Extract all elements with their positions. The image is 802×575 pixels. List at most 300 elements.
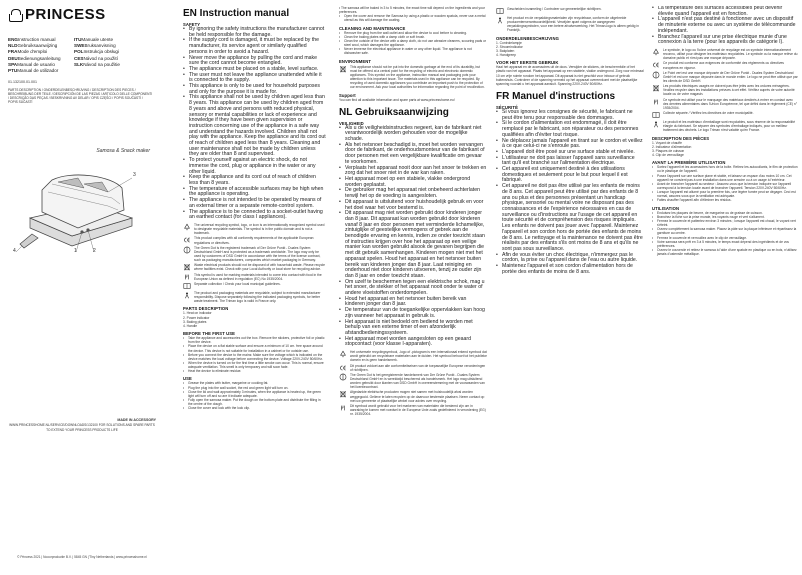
list-item-text: Cet appareil est uniquement destiné à des utilisations domestiques et seulement pour le but pour lequel il est fabriqué. bbox=[502, 166, 628, 184]
symbol-row bbox=[339, 350, 487, 362]
column-english-dutch bbox=[339, 6, 487, 568]
list-item bbox=[496, 264, 644, 275]
bullet-dot: • bbox=[339, 307, 341, 314]
list-item-text: Close the cover and lock with the lock clip. bbox=[188, 406, 250, 411]
heading-parts: PARTS DESCRIPTION bbox=[183, 306, 229, 312]
bullet-dot: • bbox=[183, 352, 185, 357]
language-item bbox=[74, 62, 146, 68]
bullet-dot: • bbox=[652, 239, 654, 244]
bullet-dot: • bbox=[183, 94, 185, 101]
parts-list-nl bbox=[496, 41, 644, 58]
list-item bbox=[339, 14, 487, 22]
copyright: © Princess 2021 | Nooorproductie B.V. | 5845 GN ('Tiny Netherlands | www.princesshome.nl bbox=[17, 555, 147, 559]
list-item bbox=[652, 198, 798, 202]
crossed-bin-icon bbox=[183, 263, 191, 271]
bullet-dot: • bbox=[183, 381, 185, 386]
list-item-text: Grease the plates with butter, margarine or cooking fat. bbox=[188, 381, 269, 386]
first-use-text-nl: Haal het apparaat en de accessoires uit de doos. Verwijder de stickers, de beschermfolie of het plastic van het apparaat. Plaats het apparaat op een stabiele, vlakke ondergrond. Zorg voor minimaal 10 cm vrije ruimte rondom het apparaat. Dit apparaat is niet geschikt voor inbouw of gebruik buitenshuis. Controleer of de spanning vermeld op het apparaat overeenkomt met de plaatselijke spanning voordat u het apparaat aansluit. Spanning 220V-240V 50/60Hz. bbox=[496, 65, 644, 86]
symbol-text: Separate collection / Check your local municipal guidelines. bbox=[194, 281, 281, 286]
ce-mark-icon bbox=[339, 364, 347, 372]
list-item bbox=[652, 190, 798, 198]
list-item bbox=[339, 211, 487, 279]
symbol-text: Le Point vert est une marque déposée de Der Grüne Punkt - Duales System Deutschland GmbH et est une marque déposée dans le monde entier. Le logo ne peut être utilisé que par les clients de DSD GmbH. bbox=[663, 70, 798, 84]
symbol-text: Het universele recyclingsymbool, -logo of -pictogram is een internationaal erkend symbool dat wordt gebruikt om recyclebare materialen aan te duiden. Het symbool behoort tot het publieke domein en is geen handelsmerk. bbox=[350, 350, 487, 363]
bullet-dot: • bbox=[652, 198, 654, 203]
triman-row bbox=[496, 16, 644, 33]
heading-support: Support bbox=[339, 92, 356, 98]
environment-row bbox=[339, 65, 487, 90]
bullet-dot: • bbox=[496, 154, 498, 161]
heading-first-use-fr: AVANT LA PREMIÈRE UTILISATION bbox=[652, 160, 726, 166]
list-item-text: Dit apparaat is uitsluitend voor huishoudelijk gebruik en voor het doel waar het voor bestemd is. bbox=[345, 198, 484, 211]
list-item-text: Place the device on a flat stable surface and ensure a minimum of 10 cm. free space around the device. This device is not suitable for installation in a cabinet or for outside use. bbox=[188, 344, 323, 353]
environment-text: This appliance should not be put into the domestic garbage at the end of its durability, but must be offered at a central point for the recycling of electric and electronic domestic appliances. This symbol on the appliance, instruction manual and packaging puts your attention to this important issue. The materials used in this appliance can be recycled. By recycling of used domestic appliances you contribute an important push to the protection of our environment. Ask your local authorities for information regarding the point of recollection. bbox=[350, 64, 485, 90]
list-item-text: Plug the plug into the wall socket, the red and green light will turn on. bbox=[188, 385, 289, 390]
symbol-row bbox=[183, 291, 326, 303]
bullet-dot: • bbox=[339, 295, 341, 302]
part-number: 1 bbox=[74, 248, 77, 254]
food-safe-icon bbox=[652, 98, 660, 106]
list-item bbox=[652, 227, 798, 235]
symbol-list-nl bbox=[339, 350, 487, 416]
list-item bbox=[339, 308, 487, 319]
list-item-text: Ouvrez complètement la samosa maker. Placez la pâte sur la plaque inférieure et répartissez la garniture au centre. bbox=[657, 227, 797, 236]
list-item bbox=[183, 198, 326, 209]
bullet-dot: • bbox=[339, 278, 341, 285]
heading-before-first-use: BEFORE THE FIRST USE bbox=[183, 331, 236, 337]
list-item bbox=[496, 184, 644, 252]
list-item-text: Fully open the samosa maker. Put the dough on the bottom plate and distribute the filling in the centre of the dough. bbox=[188, 398, 321, 407]
use-list-fr bbox=[652, 211, 798, 257]
heading-environment: ENVIRONMENT bbox=[339, 58, 372, 64]
language-code: SWE bbox=[74, 43, 85, 49]
list-item-text: Branchez la fiche sur la prise murale, les voyants rouge et vert s'allument. bbox=[657, 214, 765, 219]
heading-use: USE bbox=[183, 376, 192, 382]
use-list bbox=[183, 381, 326, 410]
bullet-dot: • bbox=[183, 385, 185, 390]
bullet-dot: • bbox=[183, 65, 185, 72]
list-item bbox=[183, 158, 326, 175]
section-title-fr: FR Manuel d'instructions bbox=[496, 91, 616, 103]
green-dot-icon bbox=[652, 71, 660, 79]
cover-column bbox=[8, 6, 156, 568]
bullet-dot: • bbox=[652, 235, 654, 240]
symbol-row bbox=[652, 84, 798, 96]
list-item-text: L'appareil n'est pas destiné à fonctionner avec un dispositif de minuterie externe ou avec un système de télécommande indépendant. bbox=[658, 16, 796, 34]
symbol-row bbox=[652, 120, 798, 132]
bullet-dot: • bbox=[183, 157, 185, 164]
bullet-dot: • bbox=[183, 37, 185, 44]
separate-collection-icon bbox=[496, 7, 504, 15]
crossed-bin-icon bbox=[652, 84, 660, 92]
list-item bbox=[183, 398, 326, 406]
list-item-text: The temperature of accessible surfaces may be high when the appliance is operating. bbox=[189, 185, 324, 198]
language-code: ITU bbox=[74, 37, 82, 42]
parts-description-languages: PARTS DESCRIPTION / ONDERDELENBESCHRIJVING / DESCRIPTION DES PIECES / BESCHREIBUNG DER TEILE / DESCRIPCIÓN DE LAS PIEZAS / ARTICOLO DELLE COMPONENTI / DESCRIÇÃO DAS PEÇAS / BESKRIVNING AV DELAR / OPIS CZĘŚCI / POPIS SOUČÁSTÍ / POPIS SÚČASTÍ bbox=[8, 87, 153, 105]
list-item-text: Si vous ignorez les consignes de sécurité, le fabricant ne peut être tenu pour responsable des dommages. bbox=[502, 109, 633, 121]
triman-icon bbox=[496, 16, 504, 24]
heading-securite: SÉCURITÉ bbox=[496, 105, 518, 111]
safety-list-fr-cont bbox=[652, 6, 798, 46]
part-item: 4. Handle bbox=[183, 323, 198, 328]
symbol-text: Le produit et les matériaux d'emballage sont recyclables, sous réserve de la responsabilité élargie du fabricant. Se séparer des symboles d'emballage indiqués, pour un meilleur traitement des déchets. Le logo Triman n'est valable qu'en France. bbox=[663, 120, 796, 133]
list-item-text: Clean the outside of the device with a damp cloth, do not use abrasive cleaners, scouring pads or steel wool, which damages the appliance. bbox=[344, 38, 487, 48]
symbol-text: The universal recycling symbol, logo, or icon is an internationally recognized symbol used to designate recyclable materials. The symbol is in the public domain and is not a trademark. bbox=[194, 222, 325, 236]
bullet-dot: • bbox=[183, 71, 185, 78]
bullet-dot: • bbox=[339, 47, 341, 52]
support-text: You can find all available information and spare parts at www.princesshome.eu! bbox=[339, 97, 455, 102]
list-item-text: Dit apparaat mag niet worden gebruikt door kinderen jonger dan 8 jaar. Dit apparaat kan worden gebruikt door kinderen vanaf 8 jaar en door personen met verminderde lichamelijke, zintuiglijke of geestelijke vermogens of gebrek aan de benodigde ervaring en kennis, indien ze onder toezicht staan of instructies krijgen over hoe het apparaat op een veilige manier kan worden gebruikt alsook de gevaren begrijpen die met dit gebruik samenhangen. Kinderen mogen niet met het apparaat spelen. Houd het apparaat en het netsnoer buiten bereik van kinderen jonger dan 8 jaar. Laat reiniging en onderhoud niet door kinderen uitvoeren, tenzij ze ouder zijn dan 8 jaar en onder toezicht staan. bbox=[345, 210, 485, 279]
column-dutch-french bbox=[496, 6, 644, 568]
part-item: 3. Plaques de cuisson bbox=[652, 148, 685, 153]
before-first-use-list bbox=[183, 336, 326, 373]
bullet-dot: • bbox=[496, 166, 498, 173]
list-item-text: Lorsque l'appareil est allumé pour la première fois, une légère fumée peut se dégager. Ceci est normal, assurez-vous que la ventilation est adéquate. bbox=[657, 190, 796, 199]
part-number: 3 bbox=[133, 172, 136, 178]
language-name: Gebruiksaanwijzing bbox=[17, 43, 58, 49]
list-item-text: Ne déplacez jamais l'appareil en tirant sur le cordon et veillez à ce que celui-ci ne s'enroule pas. bbox=[502, 137, 643, 150]
list-item-text: The appliance is not intended to be operated by means of an external timer or a separate remote-control system. bbox=[189, 197, 322, 209]
bullet-dot: • bbox=[183, 389, 185, 394]
list-item bbox=[652, 248, 798, 256]
list-item bbox=[652, 219, 798, 227]
list-item-text: Heat the device to eliminate residue. bbox=[188, 369, 242, 374]
bullet-dot: • bbox=[183, 26, 185, 32]
part-item: 2. Stroomindicator bbox=[496, 44, 523, 49]
safety-list-fr bbox=[496, 110, 644, 275]
list-item-text: Never move the appliance by pulling the cord and make sure the cord cannot become entangled. bbox=[189, 54, 318, 67]
section-title-en: EN Instruction manual bbox=[183, 8, 290, 19]
language-name: Bruksanvisning bbox=[84, 43, 116, 49]
language-name: Instruction manual bbox=[17, 37, 56, 42]
symbol-row bbox=[652, 71, 798, 83]
column-english bbox=[183, 6, 326, 568]
bullet-dot: • bbox=[339, 187, 341, 194]
list-item-text: Enduisez les plaques de beurre, de margarine ou de graisse de cuisson. bbox=[657, 210, 763, 215]
safety-list bbox=[183, 27, 326, 221]
list-item-text: Cet appareil ne doit pas être utilisé par les enfants de moins de 8 ans. Cet appareil peut être utilisé par des enfants de 8 ans ou plus et des personnes présentant un handicap physique, sensoriel ou mental voire ne disposant pas des connaissances et de l'expérience nécessaires en cas de surveillance ou d'instructions sur l'usage de cet appareil en toute sécurité et de compréhension des risques impliqués. Les enfants ne doivent pas jouer avec l'appareil. Maintenez l'appareil et son cordon hors de portée des enfants de moins de 8 ans. Le nettoyage et la maintenance ne doivent pas être réalisés par des enfants s'ils ont moins de 8 ans et qu'ils ne sont pas sous surveillance. bbox=[502, 183, 643, 252]
heading-parts-fr: DESCRIPTION DES PIÈCES bbox=[652, 135, 710, 141]
heading-parts-nl: ONDERDELENBESCHRIJVING bbox=[496, 35, 559, 41]
recycle-icon bbox=[183, 223, 191, 231]
list-item-text: Verplaats het apparaat nooit door aan het snoer te trekken en zorg dat het snoer niet in de war kan raken. bbox=[345, 164, 487, 177]
list-item-text: De gebruiker mag het apparaat niet onbeheerd achterlaten terwijl het op de voeding is aangesloten. bbox=[345, 187, 480, 200]
bullet-dot: • bbox=[652, 173, 654, 178]
bullet-dot: • bbox=[496, 109, 498, 116]
triman-text: Het product en de verpakkingsmaterialen zijn recyclebaar, conform de uitgebreide producentenverantwoordelijkheid. Verwijder apart volgens de aangegeven verpakkingssymbolen, voor een betere afvalverwerking. Het Triman-logo is alleen geldig in Frankrijk. bbox=[507, 16, 639, 33]
list-item bbox=[183, 369, 326, 373]
bullet-dot: • bbox=[339, 175, 341, 182]
symbol-text: Waste electrical products should not be disposed of with household waste. Please recycle where facilities exist. Check with your Local Authority or local store for recycling advice. bbox=[194, 263, 325, 272]
bullet-dot: • bbox=[339, 210, 341, 217]
list-item bbox=[339, 143, 487, 166]
list-item-text: When the device is turned on for the first time a little smoke can occur. This is normal, ensure adequate ventilation. This smell is only temporary and will soon fade. bbox=[188, 360, 324, 370]
part-item: 2. Power indicator bbox=[183, 315, 210, 320]
language-name: Manuale utente bbox=[81, 37, 114, 42]
ce-mark-icon bbox=[652, 61, 660, 69]
list-item bbox=[183, 406, 326, 410]
bullet-list bbox=[339, 14, 487, 22]
part-number: 2 bbox=[93, 248, 96, 254]
symbol-text: This product complies with all conformity requirements of the applicable European regulations or directives. bbox=[194, 236, 314, 245]
list-item-text: Clean the baking plates with a damp cloth or soft brush. bbox=[344, 34, 426, 39]
first-use-list-fr bbox=[652, 165, 798, 202]
bullet-dot: • bbox=[183, 185, 185, 192]
column-french-german bbox=[652, 6, 798, 568]
list-item bbox=[183, 210, 326, 221]
list-item-text: Afin de vous éviter un choc électrique, n'immergez pas le cordon, la prise ou l'appareil dans de l'eau ou autre liquide. bbox=[502, 251, 638, 264]
bullet-dot: • bbox=[183, 369, 185, 374]
symbol-text: This symbol is used for marking materials intended to come into contact with food in the European Union as defined in regulation (EC) No 1935/2004. bbox=[194, 272, 322, 281]
list-item-text: Fermez le couvercle et verrouillez avec le clip de verrouillage. bbox=[657, 235, 747, 240]
list-item-text: Take the appliance and accessories out the box. Remove the stickers, protective foil or plastic from the device. bbox=[188, 336, 325, 345]
bullet-dot: • bbox=[496, 263, 498, 270]
bullet-dot: • bbox=[652, 218, 654, 223]
list-item-text: Close the lid and wait approximately 3 minutes, when the appliance is heated up, the green light will turn off and so are it indicate adequate. bbox=[188, 389, 321, 398]
bullet-dot: • bbox=[652, 33, 654, 40]
food-safe-icon bbox=[339, 404, 347, 412]
list-item bbox=[339, 320, 487, 337]
part-item: 4. Clip de verrouillage bbox=[652, 153, 684, 158]
separate-collection-icon bbox=[183, 282, 191, 290]
section-title-nl: NL Gebruiksaanwijzing bbox=[339, 106, 449, 118]
food-safe-icon bbox=[183, 273, 191, 281]
language-name: Manual de usuario bbox=[17, 61, 55, 67]
bullet-dot: • bbox=[183, 398, 185, 403]
brand-name: PRINCESS bbox=[25, 6, 106, 23]
language-code: POL bbox=[74, 49, 84, 55]
symbol-text: Le symbole, le logo ou l'icône universel de recyclage est un symbole internationalement reconnu, utilisé pour désigner les matériaux recyclables. Le symbole ou la marque relève du domaine public et n'est pas une marque déposée. bbox=[663, 47, 798, 61]
list-item-text: Sortez l'appareil et les accessoires hors de la boîte. Retirez les autocollants, le film de protection ou le plastique de l'appareil. bbox=[657, 165, 798, 174]
list-item bbox=[652, 182, 798, 190]
ce-mark-icon bbox=[183, 236, 191, 244]
heading-first-use-nl: VOOR HET EERSTE GEBRUIK bbox=[496, 60, 559, 66]
language-code: PTU bbox=[8, 68, 18, 74]
symbol-list bbox=[183, 223, 326, 304]
language-code: SLK bbox=[74, 61, 84, 67]
symbol-row bbox=[183, 236, 326, 244]
bullet-dot: • bbox=[183, 344, 185, 349]
part-number: 4 bbox=[13, 248, 16, 254]
list-item bbox=[652, 174, 798, 182]
bullet-dot: • bbox=[339, 38, 341, 43]
heading-cleaning: CLEANING AND MAINTENANCE bbox=[339, 25, 406, 31]
part-item: 2. Indicateur d'alimentation bbox=[652, 144, 692, 149]
triman-icon bbox=[183, 291, 191, 299]
list-item-text: To protect yourself against an electric shock, do not immerse the cord, plug or appliance in the water or any other liquid. bbox=[189, 157, 316, 175]
list-item-text: This appliance shall not be used by children aged less than 8 years. This appliance can be used by children aged from 8 years and above and persons with reduced physical, sensory or mental capabilities or lack of experience and knowledge if they have been given supervision or instruction concerning use of the appliance in a safe way and understand the hazards involved. Children shall not play with the appliance. Keep the appliance and its cord out of reach of children aged less than 8 years. Cleaning and user maintenance shall not be made by children unless they are older than 8 and supervised. bbox=[189, 94, 326, 158]
list-item-text: The appliance is to be connected to a socket-outlet having an earthed contact (for class I appliances). bbox=[189, 208, 323, 221]
list-item-text: L'utilisateur ne doit pas laisser l'appareil sans surveillance tant qu'il est branché sur l'alimentation électrique. bbox=[502, 154, 635, 167]
bullet-dot: • bbox=[652, 248, 654, 253]
list-item bbox=[339, 126, 487, 143]
separate-collection-icon bbox=[652, 111, 660, 119]
list-item-text: De temperatuur van de toegankelijke oppervlakken kan hoog zijn wanneer het apparaat in gebruik is. bbox=[345, 307, 485, 319]
list-item-text: Ouvrez le couvercle et retirez le samosa à l'aide d'une spatule en plastique ou en bois, n'utilisez jamais d'ustensile métallique. bbox=[657, 248, 797, 257]
bullet-dot: • bbox=[183, 208, 185, 215]
symbol-row bbox=[652, 61, 798, 69]
list-item-text: Remove the plug from the wall outlet and allow the device to cool before to cleaning. bbox=[344, 30, 467, 35]
symbol-row bbox=[183, 282, 326, 290]
parts-list bbox=[183, 311, 326, 328]
list-item-text: Faites chauffer l'appareil afin d'éliminer les résidus. bbox=[657, 198, 732, 203]
list-item-text: Posez l'appareil sur une surface plane et stable, et laissez un espace d'au moins 10 cm. Cet appareil ne convient pas à une installation dans une armoire ou à un usage à l'extérieur. bbox=[657, 173, 792, 182]
heading-safety: SAFETY bbox=[183, 22, 201, 27]
language-name: Návod na použitie bbox=[83, 61, 120, 67]
list-item-text: Als het netsnoer beschadigd is, moet het worden vervangen door de fabrikant, de onderhoudsmonteur van de fabrikant of door personen met een vergelijkbare kwalificatie om gevaar te voorkomen. bbox=[345, 141, 485, 165]
list-item-text: If the supply cord is damaged, it must be replaced by the manufacturer, its service agent or similarly qualified persons in order to avoid a hazard. bbox=[189, 37, 320, 55]
language-code: ENG bbox=[8, 37, 18, 42]
bullet-dot: • bbox=[339, 198, 341, 205]
list-item-text: Maintenez l'appareil et son cordon d'alimentation hors de portée des enfants de moins de 8 ans. bbox=[502, 263, 633, 275]
bullet-dot: • bbox=[652, 214, 654, 219]
list-item bbox=[652, 165, 798, 173]
collection-row bbox=[496, 7, 644, 15]
bullet-dot: • bbox=[339, 30, 341, 35]
heading-veiligheid: VEILIGHEID bbox=[339, 120, 364, 126]
symbol-row bbox=[339, 404, 487, 416]
paragraph: • The samosa will be baked in 3 to 5 minutes, the exact time will depend on the ingredients and your preferences. bbox=[339, 6, 485, 15]
bullet-dot: • bbox=[183, 174, 185, 181]
list-item-text: This appliance is only to be used for household purposes and only for the purpose it is made for. bbox=[189, 83, 320, 95]
language-name: Instrukcja obsługi bbox=[83, 49, 119, 55]
list-item bbox=[652, 35, 798, 46]
list-item-text: Het apparaat moet op een stabiele, vlakke ondergrond worden geplaatst. bbox=[345, 175, 471, 188]
list-item bbox=[339, 39, 487, 47]
bullet-dot: • bbox=[652, 190, 654, 195]
bullet-dot: • bbox=[183, 197, 185, 204]
brand-logo bbox=[8, 6, 156, 23]
product-label: Samosa & Snack maker bbox=[96, 148, 150, 154]
part-item: 1. Heat on indicator bbox=[183, 311, 212, 316]
bullet-dot: • bbox=[183, 360, 185, 365]
language-name: Bedienungsanleitung bbox=[17, 55, 61, 61]
language-item bbox=[8, 68, 70, 74]
list-item-text: By ignoring the safety instructions the manufacturer cannot be held responsible for the damage. bbox=[189, 26, 325, 38]
bullet-dot: • bbox=[496, 251, 498, 258]
heading-use-fr: UTILISATION bbox=[652, 205, 680, 211]
list-item-text: La température des surfaces accessibles peut devenir élevée quand l'appareil est en fonction. bbox=[658, 6, 783, 17]
symbol-row bbox=[339, 390, 487, 402]
symbol-text: Les produits électriques usagés ne doivent pas être jetés avec les ordures ménagères. Veuillez recycler dans les installations prévues à cet effet. Vérifiez auprès de votre autorité locale ou de votre magasin. bbox=[663, 84, 795, 97]
part-item: 4. Handgreep bbox=[496, 53, 516, 58]
list-item-text: Keep the appliance and its cord out of reach of children less than 8 years. bbox=[189, 174, 316, 186]
safety-list-nl bbox=[339, 126, 487, 348]
bullet-dot: • bbox=[339, 34, 341, 39]
bullet-dot: • bbox=[339, 318, 341, 325]
made-in-label: MADE IN ACCESSORY bbox=[117, 418, 156, 422]
recycle-icon bbox=[652, 48, 660, 56]
collection-text: Gescheiden inzameling / Controleer uw gemeentelijke richtlijnen. bbox=[507, 7, 602, 11]
bullet-dot: • bbox=[339, 14, 341, 19]
language-code: DEU bbox=[8, 55, 18, 61]
bullet-dot: • bbox=[339, 141, 341, 148]
symbol-text: Collecte séparée / Vérifiez les directives de votre municipalité. bbox=[663, 111, 754, 116]
language-list bbox=[8, 37, 156, 74]
cleaning-list bbox=[339, 31, 487, 56]
list-item-text: Het apparaat is niet bedoeld om bediend te worden met behulp van een externe timer of een afzonderlijk afstandbedieningssysteem. bbox=[345, 318, 473, 336]
symbol-text: Afgedankte elektrische producten mogen niet samen met huishoudelijk afval worden weggegooid. Gelieve te laten recyclen op de daarvoor bestemde plaatsen. Neem contact op met uw gemeente of plaatselijke winkel voor advies over recycling. bbox=[350, 390, 485, 403]
language-code: FRA bbox=[8, 49, 18, 55]
list-item-text: Votre samosa sera prêt en 3 à 5 minutes, le temps exact dépend des ingrédients et de vos préférences. bbox=[657, 239, 789, 248]
symbol-text: The Green Dot is the registered trademark of Der Grüne Punkt - Duales System Deutschland GmbH and is protected as a trademark worldwide. The logo may only be used by customers of DSD GmbH in accordance with the terms of the license contract, such as packaging manufacturers, companies which market packaging in Germany. bbox=[194, 245, 321, 263]
bullet-dot: • bbox=[339, 124, 341, 131]
symbol-row bbox=[339, 373, 487, 390]
green-dot-icon bbox=[339, 373, 347, 381]
list-item bbox=[183, 390, 326, 398]
list-item-text: The appliance must be placed on a stable, level surface. bbox=[189, 65, 319, 72]
symbol-row bbox=[652, 111, 798, 119]
symbol-row bbox=[183, 246, 326, 263]
list-item bbox=[339, 337, 487, 348]
crossed-bin-icon bbox=[339, 65, 347, 73]
part-item: 3. Baking plates bbox=[183, 319, 207, 324]
language-name: Mode d'emploi bbox=[17, 49, 48, 55]
parts-list-fr bbox=[652, 141, 798, 158]
crown-icon bbox=[8, 8, 22, 22]
language-name: Návod na použití bbox=[83, 55, 118, 61]
symbol-text: Ce symbole est utilisé pour le marquage des matériaux destinés à entrer en contact avec des denrées alimentaires dans l'Union Européenne, tel que défini dans le règlement (CE) n° 1935/2004. bbox=[663, 97, 798, 110]
product-illustration bbox=[12, 148, 152, 256]
bullet-dot: • bbox=[183, 336, 185, 341]
list-item-text: Never immerse the electrical appliance in water or any other liquid. The appliance is not dishwasher safe. bbox=[344, 47, 472, 56]
list-item bbox=[183, 95, 326, 158]
list-item bbox=[183, 344, 326, 352]
green-dot-icon bbox=[183, 246, 191, 254]
recycle-icon bbox=[339, 350, 347, 358]
symbol-text: The Green Dot is het geregistreerde handelsmerk van Der Grüne Punkt - Duales System Deutschland GmbH en is wereldwijd beschermd als handelsmerk. Het logo mag uitsluitend worden gebruikt door klanten van DSD GmbH in overeenstemming met de voorwaarden van het licentiecontract. bbox=[350, 372, 485, 390]
list-item-text: L'appareil doit être posé sur une surface stable et nivelée. bbox=[502, 148, 635, 155]
list-item bbox=[183, 336, 326, 344]
symbol-row bbox=[339, 364, 487, 372]
cover-footer bbox=[8, 418, 156, 432]
language-code: SPA bbox=[8, 61, 18, 67]
bullet-dot: • bbox=[339, 164, 341, 171]
language-code: NLD bbox=[8, 43, 18, 49]
bullet-dot: • bbox=[339, 335, 341, 342]
service-url-text: WWW.PRINCESSHOME.NL/SERVICE/DOWNLOADS/132100 FOR SOLUTIONS AND SPARE PARTS TO EXTEND YOUR PRINCESS PRODUCTS LIFE bbox=[9, 423, 155, 432]
bullet-dot: • bbox=[652, 6, 654, 11]
list-item-text: Open the cover and remove the Samosa by using a plastic or wooden spatula, never use a metal utensil as this will damage the coating. bbox=[344, 14, 486, 23]
triman-icon bbox=[652, 120, 660, 128]
symbol-text: Ce produit est conforme aux exigences de conformité des règlements ou directives européens en vigueur. bbox=[663, 61, 784, 70]
list-item-text: Als u de veiligheidsinstructies negeert, kan de fabrikant niet verantwoordelijk worden gehouden voor de mogelijke schade. bbox=[345, 124, 482, 143]
list-item bbox=[183, 38, 326, 55]
bullet-dot: • bbox=[652, 210, 654, 215]
crossed-bin-icon bbox=[339, 390, 347, 398]
symbol-row bbox=[183, 273, 326, 281]
list-item-text: Branchez l'appareil sur une prise électrique munie d'une connexion à la terre (pour les appareils de catégorie I). bbox=[658, 33, 787, 46]
list-item bbox=[496, 167, 644, 184]
language-name: Manual de utilizador bbox=[17, 68, 59, 74]
bullet-dot: • bbox=[183, 406, 185, 411]
symbol-text: The product and packaging materials are recyclable, subject to extended manufacturer responsibility. Dispose separately following the indicated packaging symbols, for better waste treatment. The Triman logo is valid in France only. bbox=[194, 290, 321, 304]
bullet-dot: • bbox=[652, 227, 654, 232]
symbol-row bbox=[652, 48, 798, 60]
list-item-text: Avant de brancher l'appareil au secteur : Assurez-vous que la tension indiquée sur l'appareil correspond à la tension locale avant de brancher l'appareil. Tension 220V-240V 50/60Hz. bbox=[657, 181, 792, 190]
list-item bbox=[183, 361, 326, 369]
list-item bbox=[652, 17, 798, 34]
symbol-row bbox=[183, 263, 326, 271]
bullet-dot: • bbox=[496, 148, 498, 155]
symbol-row bbox=[183, 223, 326, 235]
type-number: 01.132100.01.001 bbox=[8, 80, 37, 85]
list-item-text: Fermez le couvercle et patientez environ 3 minutes ; lorsque l'appareil est chaud, le voyant vert s'éteint. bbox=[657, 218, 796, 228]
list-item-text: Het apparaat moet worden aangesloten op een geaard stopcontact (voor klasse I-apparaten). bbox=[345, 335, 472, 348]
language-code: CES bbox=[74, 55, 84, 61]
list-item bbox=[496, 121, 644, 138]
part-item: 1. Controlelampje bbox=[496, 40, 522, 45]
